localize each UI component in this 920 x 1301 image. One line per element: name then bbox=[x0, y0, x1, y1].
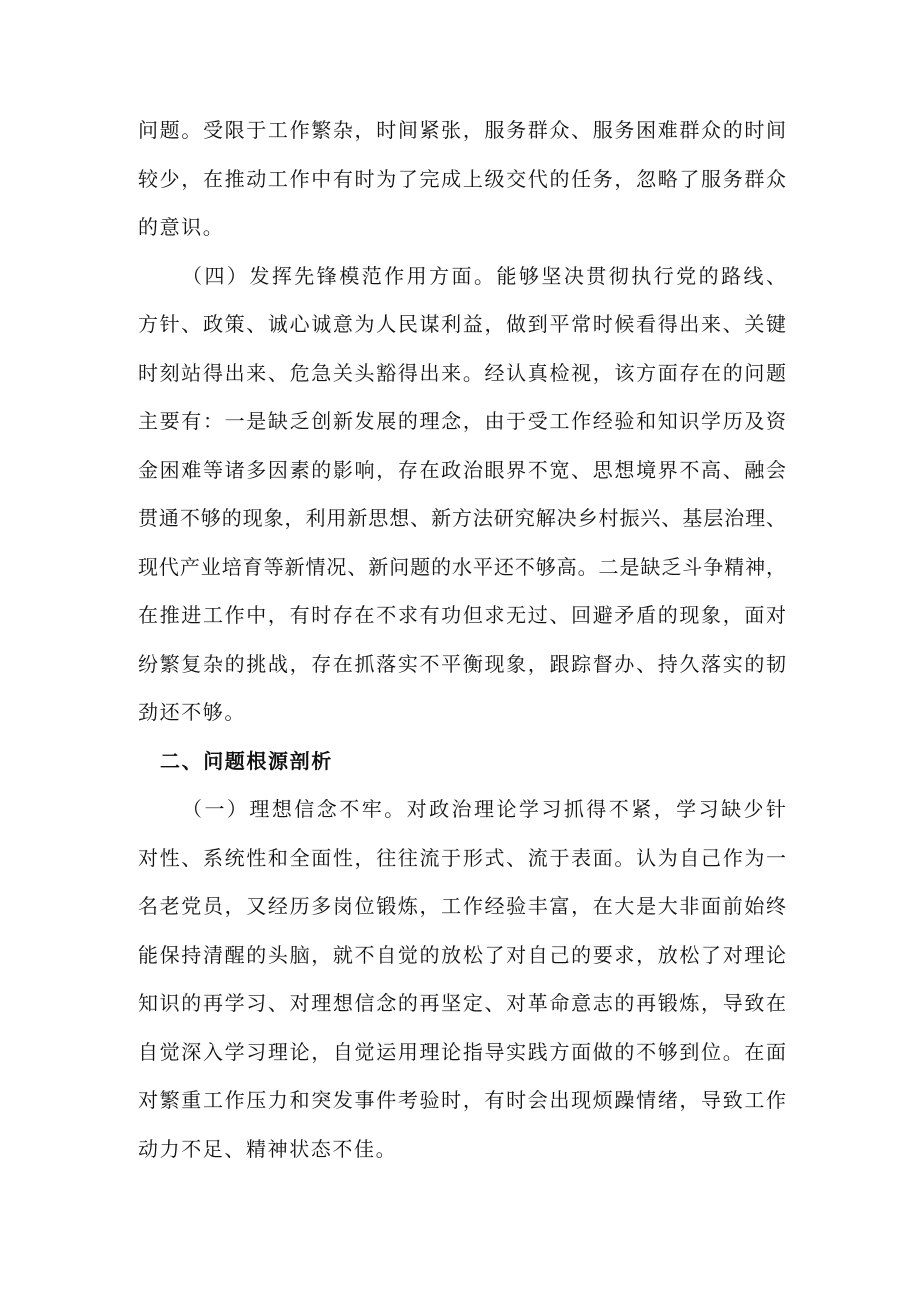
paragraph-line: 知识的再学习、对理想信念的再坚定、对革命意志的再锻炼，导致在 bbox=[138, 991, 786, 1015]
paragraph bbox=[138, 252, 786, 737]
paragraph-line: （四）发挥先锋模范作用方面。能够坚决贯彻执行党的路线、 bbox=[182, 263, 786, 288]
paragraph-line: 劲还不够。 bbox=[138, 700, 246, 724]
paragraph-line: 在推进工作中，有时存在不求有功但求无过、回避矛盾的现象，面对 bbox=[138, 603, 786, 627]
section-heading: 二、问题根源剖析 bbox=[160, 748, 333, 773]
paragraph-line: 现代产业培育等新情况、新问题的水平还不够高。二是缺乏斗争精神， bbox=[138, 554, 786, 579]
paragraph-line: 名老党员，又经历多岗位锻炼，工作经验丰富，在大是大非面前始终 bbox=[138, 894, 786, 918]
paragraph-line: 对繁重工作压力和突发事件考验时，有时会出现烦躁情绪，导致工作 bbox=[138, 1088, 786, 1112]
paragraph-line: 问题。受限于工作繁杂，时间紧张，服务群众、服务困难群众的时间 bbox=[138, 118, 786, 142]
document-body bbox=[138, 106, 786, 1173]
paragraph-line: 方针、政策、诚心诚意为人民谋利益，做到平常时候看得出来、关键 bbox=[138, 312, 786, 336]
paragraph-line: （一）理想信念不牢。对政治理论学习抓得不紧，学习缺少针 bbox=[182, 797, 786, 821]
paragraph-line: 自觉深入学习理论，自觉运用理论指导实践方面做的不够到位。在面 bbox=[138, 1039, 786, 1064]
paragraph bbox=[138, 785, 786, 1173]
paragraph-line: 主要有：一是缺乏创新发展的理念，由于受工作经验和知识学历及资 bbox=[138, 409, 786, 433]
paragraph bbox=[138, 106, 786, 252]
paragraph-line: 能保持清醒的头脑，就不自觉的放松了对自己的要求，放松了对理论 bbox=[138, 942, 786, 967]
paragraph-line: 较少，在推动工作中有时为了完成上级交代的任务，忽略了服务群众 bbox=[138, 166, 786, 191]
paragraph-line: 贯通不够的现象，利用新思想、新方法研究解决乡村振兴、基层治理、 bbox=[138, 506, 786, 530]
paragraph-line: 纷繁复杂的挑战，存在抓落实不平衡现象，跟踪督办、持久落实的韧 bbox=[138, 651, 786, 676]
paragraph-line: 的意识。 bbox=[138, 215, 225, 239]
paragraph-line: 金困难等诸多因素的影响，存在政治眼界不宽、思想境界不高、融会 bbox=[138, 457, 786, 482]
paragraph-line: 时刻站得出来、危急关头豁得出来。经认真检视，该方面存在的问题 bbox=[138, 360, 786, 385]
paragraph-line: 对性、系统性和全面性，往往流于形式、流于表面。认为自己作为一 bbox=[138, 845, 786, 870]
paragraph-line: 动力不足、精神状态不佳。 bbox=[138, 1136, 398, 1161]
